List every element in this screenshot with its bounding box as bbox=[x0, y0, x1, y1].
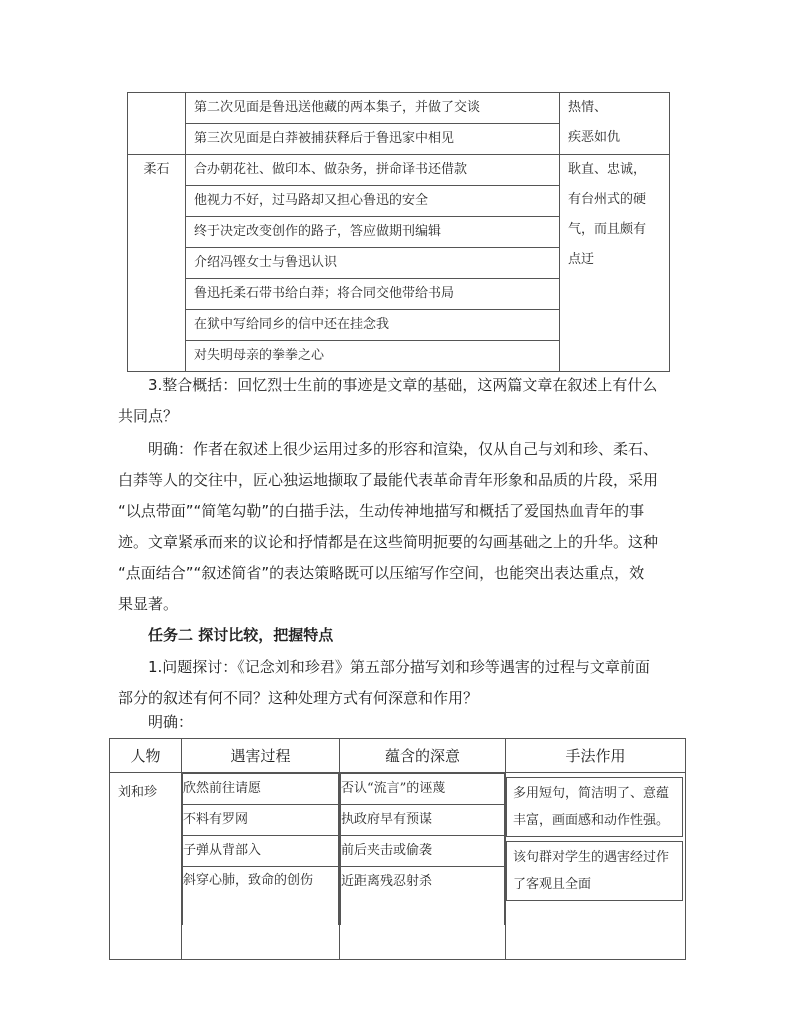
event-cell: 在狱中写给同乡的信中还在挂念我 bbox=[186, 310, 560, 341]
effect-cell bbox=[506, 773, 686, 960]
meaning-item: 前后夹击或偷袭 bbox=[341, 836, 505, 867]
trait-cell bbox=[560, 93, 670, 155]
trait-line: 气，而且颇有 bbox=[568, 222, 647, 237]
text-line: 部分的叙述有何不同？这种处理方式有何深意和作用？ bbox=[118, 689, 479, 707]
meaning-cell bbox=[340, 773, 506, 960]
event-cell: 他视力不好，过马路却又担心鲁迅的安全 bbox=[186, 186, 560, 217]
trait-line: 点迂 bbox=[568, 252, 595, 267]
event-cell: 合办朝花社、做印本、做杂务，拼命译书还借款 bbox=[186, 155, 560, 186]
column-header: 蕴含的深意 bbox=[340, 739, 506, 773]
meaning-list bbox=[340, 773, 505, 925]
effect-box: 多用短句，简洁明了、意蕴丰富，画面感和动作性强。 bbox=[506, 777, 683, 837]
task2-heading: 任务二 探讨比较，把握特点 bbox=[148, 626, 334, 644]
effect-box: 该句群对学生的遇害经过作了客观且全面 bbox=[506, 841, 683, 901]
question-3-cont bbox=[118, 401, 678, 432]
process-cell bbox=[182, 773, 340, 960]
event-cell: 第二次见面是鲁迅送他藏的两本集子，并做了交谈 bbox=[186, 93, 560, 124]
text-line: 1.问题探讨：《记念刘和珍君》第五部分描写刘和珍等遇害的过程与文章前面 bbox=[148, 658, 650, 676]
table-row bbox=[128, 155, 670, 186]
text-line: 白莽等人的交往中，匠心独运地撷取了最能代表革命青年形象和品质的片段，采用 bbox=[118, 471, 659, 489]
process-list bbox=[182, 773, 339, 925]
meaning-item: 近距离残忍射杀 bbox=[341, 867, 505, 926]
table-row bbox=[128, 93, 670, 124]
trait-line: 热情、 bbox=[568, 100, 608, 115]
text-line: 3.整合概括：回忆烈士生前的事迹是文章的基础，这两篇文章在叙述上有什么 bbox=[148, 376, 658, 394]
table-header-row bbox=[110, 739, 686, 773]
column-header: 手法作用 bbox=[506, 739, 686, 773]
person-cell-empty bbox=[128, 93, 186, 155]
process-item: 斜穿心肺，致命的创伤 bbox=[183, 867, 339, 926]
task2-answer-label: 明确： bbox=[148, 713, 194, 731]
person-cell bbox=[110, 773, 182, 960]
meaning-item: 否认“流言”的诬蔑 bbox=[341, 774, 505, 805]
column-header: 遇害过程 bbox=[182, 739, 340, 773]
event-cell: 介绍冯铿女士与鲁迅认识 bbox=[186, 248, 560, 279]
process-item: 欣然前往请愿 bbox=[183, 774, 339, 805]
process-item: 不料有罗网 bbox=[183, 805, 339, 836]
meaning-item: 执政府早有预谋 bbox=[341, 805, 505, 836]
text-line: 共同点？ bbox=[118, 407, 179, 425]
text-line: 迹。文章紧承而来的议论和抒情都是在这些简明扼要的勾画基础之上的升华。这种 bbox=[118, 533, 659, 551]
character-events-table bbox=[127, 92, 670, 372]
trait-line: 耿直、忠诚， bbox=[568, 162, 647, 177]
answer-3 bbox=[118, 434, 678, 620]
person-cell: 柔石 bbox=[128, 155, 186, 372]
trait-line: 疾恶如仇 bbox=[568, 130, 621, 145]
question-3 bbox=[118, 370, 708, 401]
column-header: 人物 bbox=[110, 739, 182, 773]
event-cell: 对失明母亲的拳拳之心 bbox=[186, 341, 560, 372]
event-cell: 终于决定改变创作的路子，答应做期刊编辑 bbox=[186, 217, 560, 248]
person-name: 刘和珍 bbox=[118, 785, 158, 800]
text-line: 明确：作者在叙述上很少运用过多的形容和渲染，仅从自己与刘和珍、柔石、 bbox=[148, 440, 659, 458]
table-row bbox=[110, 773, 686, 960]
text-line: “以点带面”“简笔勾勒”的白描手法，生动传神地描写和概括了爱国热血青年的事 bbox=[118, 502, 645, 520]
process-item: 子弹从背部入 bbox=[183, 836, 339, 867]
text-line: “点面结合”“叙述简省”的表达策略既可以压缩写作空间，也能突出表达重点，效 bbox=[118, 564, 645, 582]
event-cell: 第三次见面是白莽被捕获释后于鲁迅家中相见 bbox=[186, 124, 560, 155]
text-line: 果显著。 bbox=[118, 595, 179, 613]
trait-cell bbox=[560, 155, 670, 372]
event-cell: 鲁迅托柔石带书给白莽；将合同交他带给书局 bbox=[186, 279, 560, 310]
trait-line: 有台州式的硬 bbox=[568, 192, 647, 207]
killing-process-table bbox=[109, 738, 686, 960]
task2-question bbox=[118, 652, 678, 714]
